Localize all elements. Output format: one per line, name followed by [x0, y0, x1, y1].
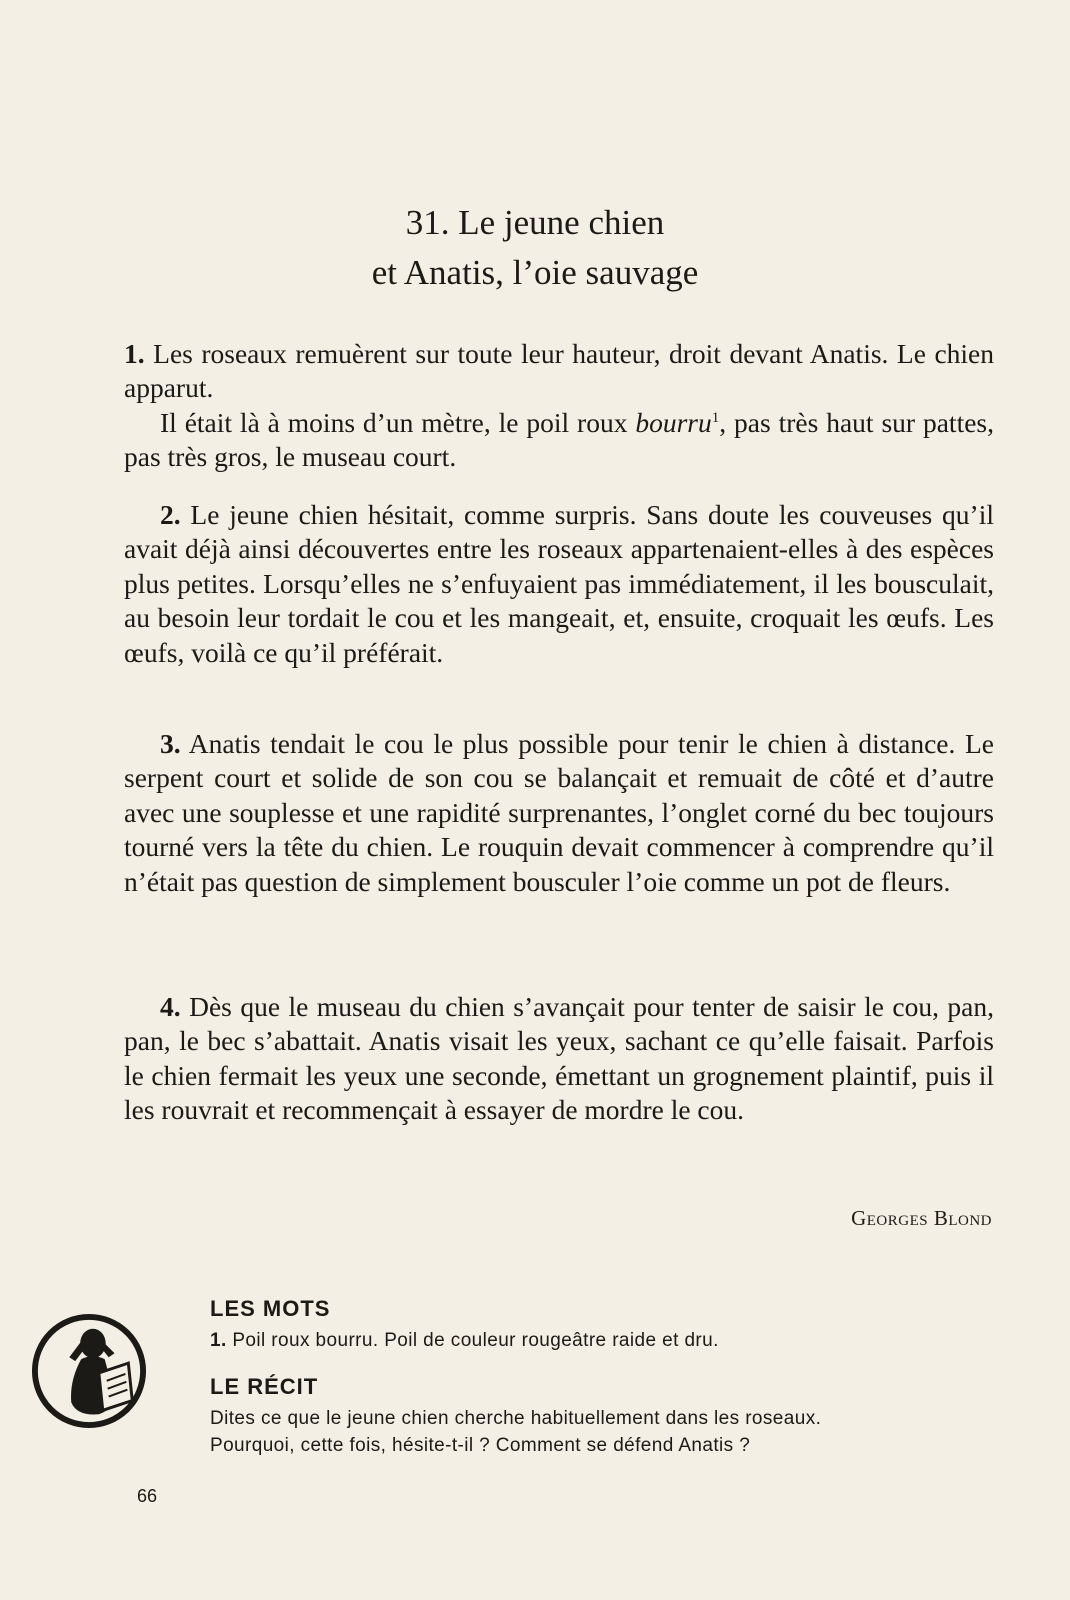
page-number: 66: [137, 1486, 158, 1506]
paragraph-text: Dès que le museau du chien s’avançait pour tenter de saisir le cou, pan, pan, le bec s’abattait. Anatis visait les yeux, sachant ce qu’elle faisait. Parfois le chien fermait les yeux une seconde, émettant un grognement plaintif, puis il les rouvrait et recommençait à essayer de mordre le cou.: [124, 991, 995, 1126]
recit-question-1: Dites ce que le jeune chien cherche habituellement dans les roseaux.: [210, 1408, 822, 1429]
paragraph-number: 4.: [160, 991, 181, 1022]
paragraph-text: , pas très haut sur pattes, pas très gros, le museau court.: [124, 406, 994, 473]
paragraph-number: 1.: [124, 338, 145, 369]
note-text: Poil roux bourru. Poil de couleur rougeâtre raide et dru.: [232, 1330, 719, 1351]
paragraph-number: 3.: [160, 728, 181, 759]
author-credit: Georges Blond: [851, 1206, 992, 1230]
paragraph-2: [124, 498, 994, 670]
paragraph-4: [124, 990, 994, 1128]
chapter-title-line-2: et Anatis, l’oie sauvage: [371, 253, 699, 292]
vocabulary-note: [210, 1327, 719, 1354]
chapter-title: [0, 198, 1070, 298]
girl-reading-silhouette-icon: [30, 1312, 148, 1430]
paragraph-1: [124, 337, 994, 475]
note-number: 1.: [210, 1330, 227, 1351]
paragraph-3: [124, 727, 994, 899]
footnote-mark: 1: [711, 409, 720, 426]
chapter-title-line-1: 31. Le jeune chien: [405, 203, 665, 242]
recit-question-2: Pourquoi, cette fois, hésite-t-il ? Comment se défend Anatis ?: [210, 1435, 751, 1456]
section-heading-recit: LE RÉCIT: [210, 1374, 319, 1399]
paragraph-text: Il était là à moins d’un mètre, le poil roux: [160, 406, 636, 438]
paragraph-text: Le jeune chien hésitait, comme surpris. Sans doute les couveuses qu’il avait déjà ainsi découvertes entre les roseaux appartenaient-elles à des espèces plus petites. Lorsqu’elles ne s’enfuyaient pas immédiatement, il les bousculait, au besoin leur tordait le cou et les mangeait, et, ensuite, croquait les œufs. Les œufs, voilà ce qu’il préférait.: [124, 499, 994, 668]
paragraph-text: Les roseaux remuèrent sur toute leur hauteur, droit devant Anatis. Le chien apparut.: [124, 338, 994, 404]
section-heading-mots: LES MOTS: [210, 1296, 331, 1321]
paragraph-text: Anatis tendait le cou le plus possible pour tenir le chien à distance. Le serpent court et solide de son cou se balançait et remuait de côté et d’autre avec une souplesse et une rapidité surprenantes, l’onglet corné du bec toujours tourné vers la tête du chien. Le rouquin devait commencer à comprendre qu’il n’était pas question de simplement bousculer l’oie comme un pot de fleurs.: [124, 728, 994, 897]
italic-word: bourru: [635, 406, 712, 438]
paragraph-number: 2.: [160, 499, 181, 530]
